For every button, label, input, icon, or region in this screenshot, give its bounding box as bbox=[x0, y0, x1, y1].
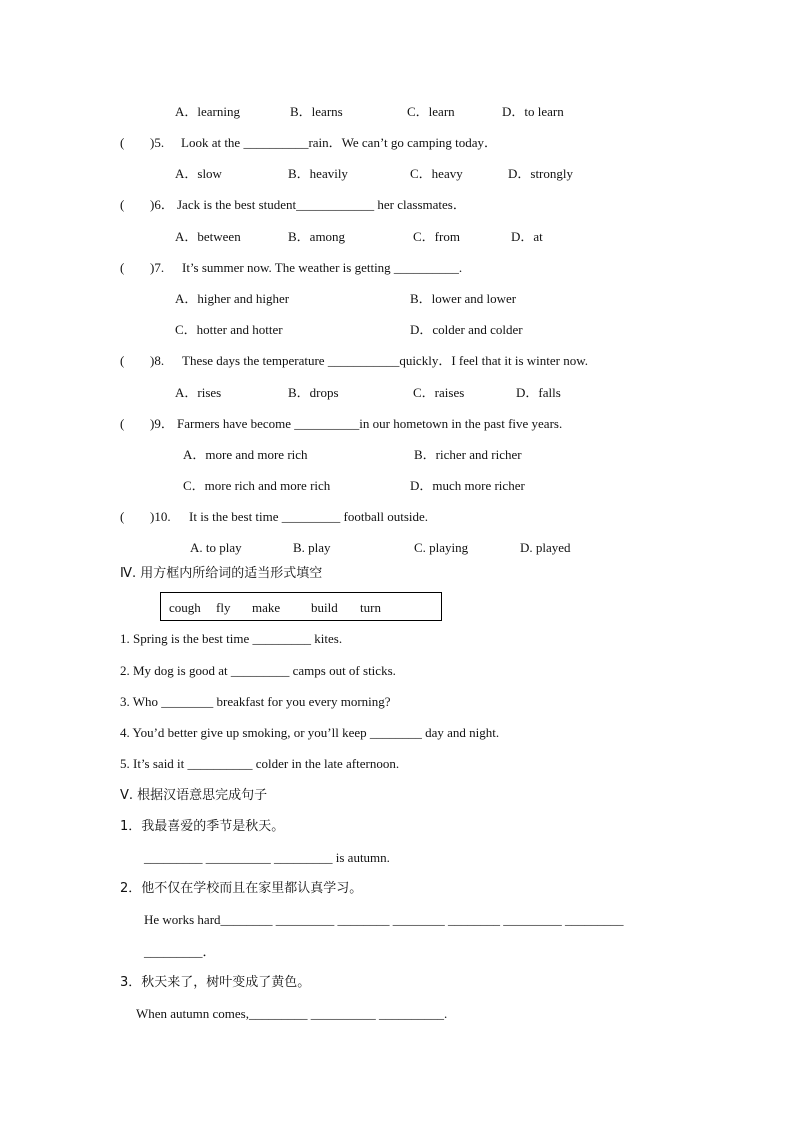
q7-option-a: A．higher and higher bbox=[175, 291, 290, 306]
q10-number: )10. bbox=[150, 509, 171, 524]
q10-option-a: A. to play bbox=[190, 540, 242, 555]
section5-q1-chinese: 1．我最喜爱的季节是秋天。 bbox=[120, 819, 285, 834]
q5-option-d: D．strongly bbox=[508, 166, 574, 181]
q7-option-b: B．lower and lower bbox=[410, 291, 517, 306]
q8-number: )8. bbox=[150, 353, 165, 368]
q9-option-c: C．more rich and more rich bbox=[183, 478, 331, 493]
q10-option-d: D. played bbox=[520, 540, 571, 555]
section5-q3-english: When autumn comes,_________ __________ __________. bbox=[136, 1006, 448, 1021]
q10-option-c: C. playing bbox=[414, 540, 469, 555]
q5-number: )5. bbox=[150, 135, 165, 150]
q9-option-d: D．much more richer bbox=[410, 478, 525, 493]
q7-stem: It’s summer now. The weather is getting __________. bbox=[182, 260, 463, 275]
section4-item-2: 2. My dog is good at _________ camps out of sticks. bbox=[120, 663, 396, 678]
word-box-word: cough bbox=[169, 600, 201, 615]
section4-item-3: 3. Who ________ breakfast for you every morning? bbox=[120, 694, 391, 709]
q9-option-a: A．more and more rich bbox=[183, 447, 308, 462]
q8-option-d: D．falls bbox=[516, 385, 561, 400]
q8-open-paren: ( bbox=[120, 353, 125, 368]
q7-number: )7. bbox=[150, 260, 165, 275]
q9-stem: Farmers have become __________in our hometown in the past five years. bbox=[177, 416, 563, 431]
q8-stem: These days the temperature ___________quickly．I feel that it is winter now. bbox=[182, 353, 589, 368]
q8-option-b: B．drops bbox=[288, 385, 339, 400]
q4-option-b: B．learns bbox=[290, 104, 343, 119]
q5-stem: Look at the __________rain．We can’t go camping today． bbox=[181, 135, 498, 150]
section5-q3-chinese: 3．秋天来了，树叶变成了黄色。 bbox=[120, 975, 311, 990]
section5-q2-chinese: 2．他不仅在学校而且在家里都认真学习。 bbox=[120, 881, 363, 896]
q6-option-d: D．at bbox=[511, 229, 543, 244]
q10-option-b: B. play bbox=[293, 540, 331, 555]
word-box-word: make bbox=[252, 600, 281, 615]
section5-q2-english-cont: _________． bbox=[144, 944, 216, 959]
q6-option-a: A．between bbox=[175, 229, 241, 244]
section5-title: Ⅴ. 根据汉语意思完成句子 bbox=[120, 788, 268, 803]
q6-stem: Jack is the best student____________ her classmates． bbox=[177, 197, 466, 212]
q4-option-d: D．to learn bbox=[502, 104, 564, 119]
word-box-word: turn bbox=[360, 600, 381, 615]
word-box bbox=[160, 592, 442, 621]
q5-option-b: B．heavily bbox=[288, 166, 348, 181]
word-box-word: build bbox=[311, 600, 338, 615]
q9-open-paren: ( bbox=[120, 416, 125, 431]
section5-q2-english: He works hard________ _________ ________ ________ ________ _________ _________ bbox=[144, 912, 624, 927]
q8-option-c: C．raises bbox=[413, 385, 465, 400]
q7-option-d: D．colder and colder bbox=[410, 322, 523, 337]
q5-option-a: A．slow bbox=[175, 166, 222, 181]
q6-number: )6． bbox=[150, 197, 174, 212]
q8-option-a: A．rises bbox=[175, 385, 222, 400]
section4-title: Ⅳ. 用方框内所给词的适当形式填空 bbox=[120, 566, 323, 581]
q7-open-paren: ( bbox=[120, 260, 125, 275]
q4-option-c: C．learn bbox=[407, 104, 455, 119]
q9-number: )9． bbox=[150, 416, 174, 431]
q6-open-paren: ( bbox=[120, 197, 125, 212]
q5-open-paren: ( bbox=[120, 135, 125, 150]
q9-option-b: B．richer and richer bbox=[414, 447, 522, 462]
q6-option-b: B．among bbox=[288, 229, 346, 244]
section5-q1-english: _________ __________ _________ is autumn. bbox=[144, 850, 390, 865]
q4-option-a: A．learning bbox=[175, 104, 240, 119]
section4-item-1: 1. Spring is the best time _________ kites. bbox=[120, 631, 343, 646]
word-box-word: fly bbox=[216, 600, 231, 615]
section4-item-4: 4. You’d better give up smoking, or you’ll keep ________ day and night. bbox=[120, 725, 500, 740]
q10-open-paren: ( bbox=[120, 509, 125, 524]
q5-option-c: C．heavy bbox=[410, 166, 463, 181]
q6-option-c: C．from bbox=[413, 229, 460, 244]
q10-stem: It is the best time _________ football outside. bbox=[189, 509, 429, 524]
q7-option-c: C．hotter and hotter bbox=[175, 322, 283, 337]
section4-item-5: 5. It’s said it __________ colder in the late afternoon. bbox=[120, 756, 400, 771]
